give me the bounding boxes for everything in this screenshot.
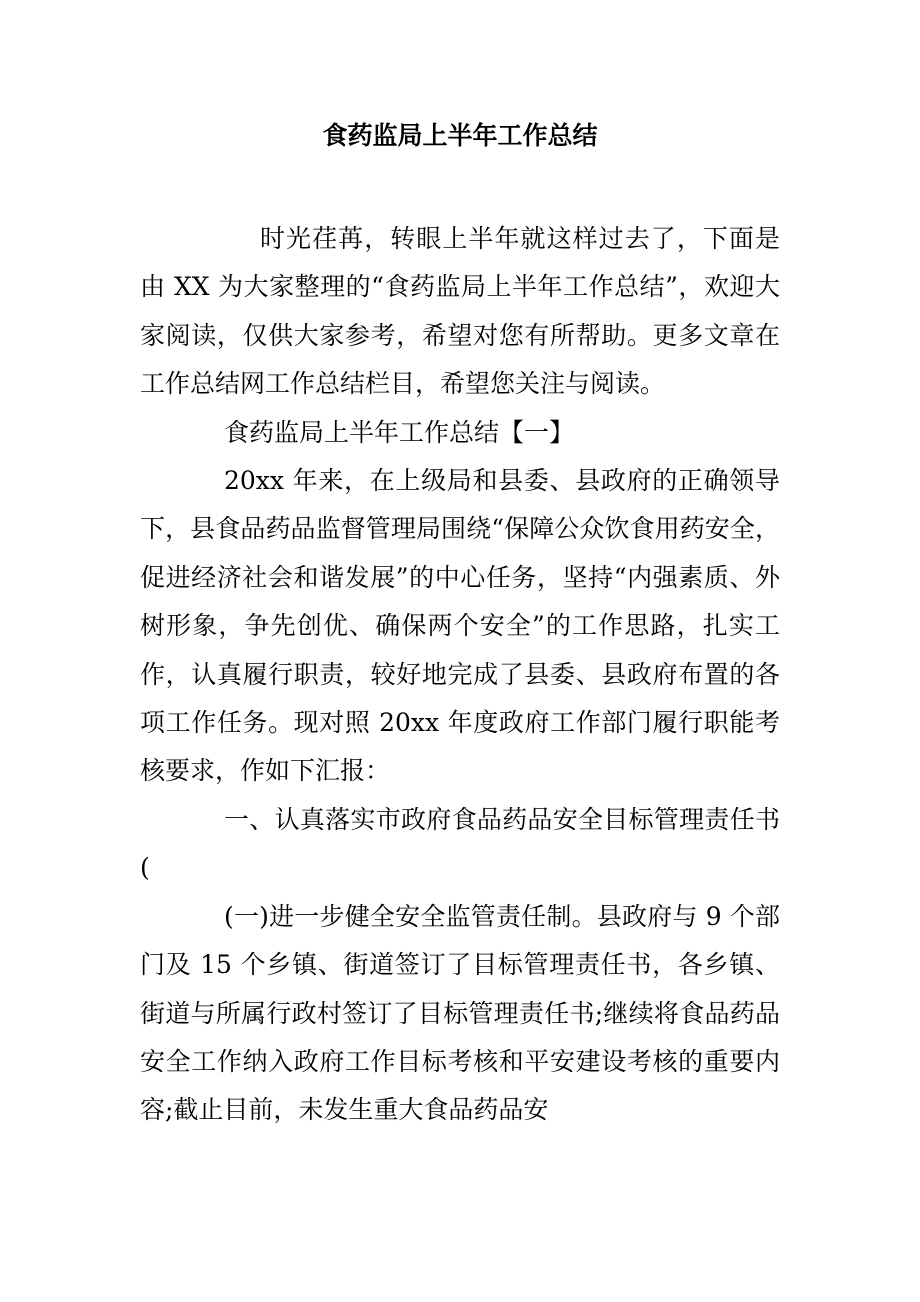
subsection-heading: 一、认真落实市政府食品药品安全目标管理责任书 ( — [140, 804, 780, 883]
body-paragraph: (一)进一步健全安全监管责任制。县政府与 9 个部门及 15 个乡镇、街道签订了目标管理责任书，各乡镇、街道与所属行政村签订了目标管理责任书;继续将食品药品安全工作纳入政府工作目标考核和平安建设考核的重要内容;截止目前，未发生重大食品药品安 — [140, 901, 780, 1125]
body-paragraph: 20xx 年来，在上级局和县委、县政府的正确领导下，县食品药品监督管理局围绕“保障公众饮食用药安全，促进经济社会和谐发展”的中心任务，坚持“内强素质、外树形象，争先创优、确保两个安全”的工作思路，扎实工作，认真履行职责，较好地完成了县委、县政府布置的各项工作任务。现对照 20xx 年度政府工作部门履行职能考核要求，作如下汇报： — [140, 466, 780, 786]
intro-paragraph: 时光荏苒，转眼上半年就这样过去了，下面是由 XX 为大家整理的“食药监局上半年工作总结”，欢迎大家阅读，仅供大家参考，希望对您有所帮助。更多文章在工作总结网工作总结栏目，希望您关注与阅读。 — [140, 224, 780, 399]
document-body — [140, 215, 780, 1135]
document-title: 食药监局上半年工作总结 — [322, 121, 598, 150]
section-heading: 食药监局上半年工作总结【一】 — [224, 417, 575, 447]
